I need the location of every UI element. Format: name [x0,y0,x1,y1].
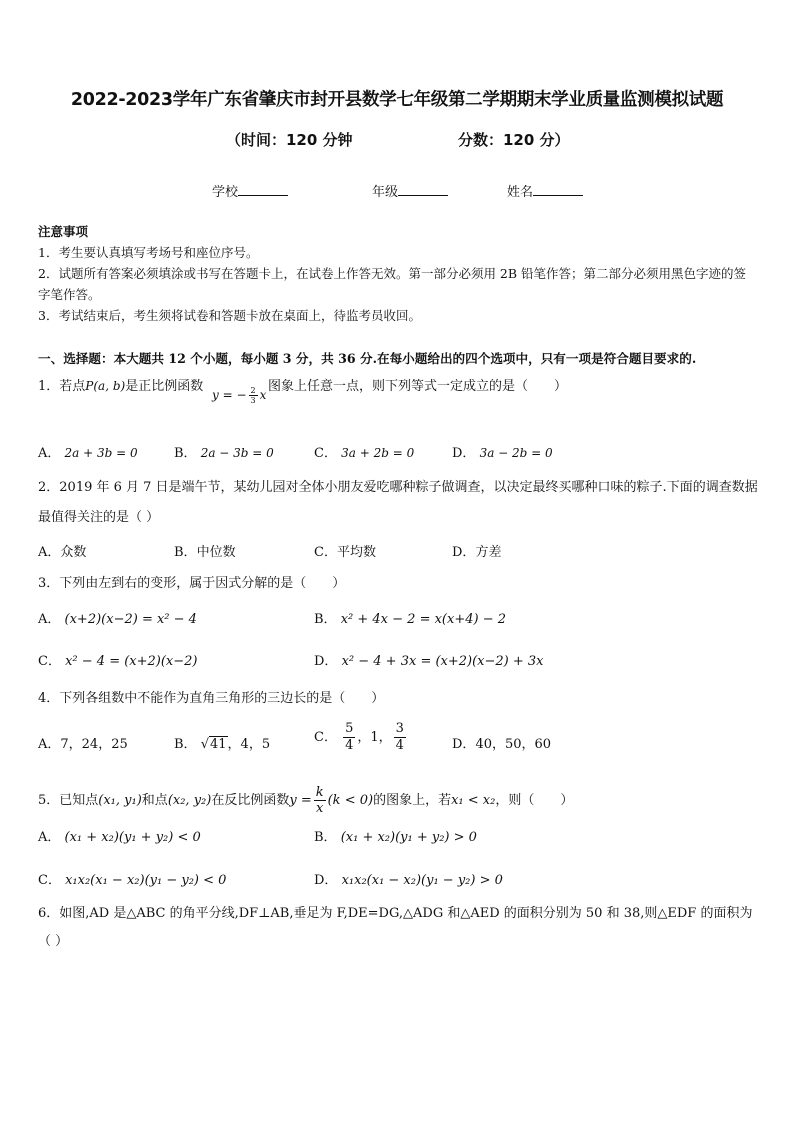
q5-option-d[interactable]: D． x₁x₂(x₁ − x₂)(y₁ − y₂) > 0 [314,873,503,888]
q2-option-c[interactable]: C．平均数 [314,545,376,560]
question-4: 4．下列各组数中不能作为直角三角形的三边长的是（ ） [38,691,385,706]
school-label: 学校 [212,185,239,200]
q1-stem-end: 图象上任意一点，则下列等式一定成立的是（ ） [268,379,568,394]
q2-option-b[interactable]: B．中位数 [174,545,236,560]
school-field [212,181,288,200]
q2-option-a[interactable]: A．众数 [38,545,87,560]
notice-item-3: 3．考试结束后，考生须将试卷和答题卡放在桌面上，待监考员收回。 [38,308,421,323]
question-3: 3．下列由左到右的变形，属于因式分解的是（ ） [38,576,346,591]
time-label: （时间：120 分钟 [226,131,353,149]
question-2: 2．2019 年 6 月 7 日是端午节，某幼儿园对全体小朋友爱吃哪种粽子做调查，以决定最终买哪种口味的粽子.下面的调查数据最值得关注的是（ ） [38,480,758,525]
q3-option-a[interactable]: A． (x+2)(x−2) = x² − 4 [38,612,197,627]
q4-option-a[interactable]: A．7，24，25 [38,737,128,752]
q4-option-c[interactable]: C． $\frac{5}{4}$ ，1， $\frac{3}{4}$ [314,721,404,753]
notice-item-2: 2．试题所有答案必须填涂或书写在答题卡上，在试卷上作答无效。第一部分必须用 2B 铅笔作答；第二部分必须用黑色字迹的签字笔作答。 [38,266,747,302]
q1-function: y = − $\frac{2}{3}$ x [212,386,267,405]
grade-label: 年级 [372,185,399,200]
name-label: 姓名 [507,185,534,200]
question-5: 5．已知点(x₁, y₁)和点(x₂, y₂)在反比例函数y = $\frac{k}{x}$ (k < 0)的图象上，若x₁ < x₂，则（ ） [38,785,574,816]
exam-title: 2022-2023学年广东省肇庆市封开县数学七年级第二学期期末学业质量监测模拟试题 [70,90,724,110]
q4-option-b[interactable]: B． √41，4，5 [174,737,271,752]
notice-item-1: 1．考生要认真填写考场号和座位序号。 [38,245,259,260]
question-6: 6．如图,AD 是△ABC 的角平分线,DF⊥AB,垂足为 F,DE=DG,△ADG 和△AED 的面积分别为 50 和 38,则△EDF 的面积为（ ） [38,906,753,949]
grade-field [372,181,448,200]
q1-option-b[interactable]: B． 2a − 3b = 0 [174,446,274,461]
school-blank [238,183,288,196]
q1-option-c[interactable]: C． 3a + 2b = 0 [314,446,415,461]
q2-option-d[interactable]: D．方差 [452,545,502,560]
notice-heading: 注意事项 [38,224,89,239]
name-blank [533,183,583,196]
q3-option-c[interactable]: C． x² − 4 = (x+2)(x−2) [38,654,198,669]
score-label: 分数：120 分） [458,131,570,149]
grade-blank [398,183,448,196]
question-1: 1．若点P(a, b)是正比例函数 [38,379,204,394]
q1-option-a[interactable]: A． 2a + 3b = 0 [38,446,138,461]
q1-option-d[interactable]: D． 3a − 2b = 0 [452,446,553,461]
q5-option-b[interactable]: B． (x₁ + x₂)(y₁ + y₂) > 0 [314,830,477,845]
q1-point: P(a, b) [85,379,126,393]
q3-option-d[interactable]: D． x² − 4 + 3x = (x+2)(x−2) + 3x [314,654,544,669]
notice-block [38,221,758,326]
section1-heading: 一、选择题：本大题共 12 个小题，每小题 3 分，共 36 分.在每小题给出的四个选项中，只有一项是符合题目要求的. [38,351,697,366]
q5-option-a[interactable]: A． (x₁ + x₂)(y₁ + y₂) < 0 [38,830,201,845]
q3-option-b[interactable]: B． x² + 4x − 2 = x(x+4) − 2 [314,612,506,627]
q5-option-c[interactable]: C． x₁x₂(x₁ − x₂)(y₁ − y₂) < 0 [38,873,227,888]
q4-option-d[interactable]: D．40，50，60 [452,737,552,752]
name-field [507,181,583,200]
